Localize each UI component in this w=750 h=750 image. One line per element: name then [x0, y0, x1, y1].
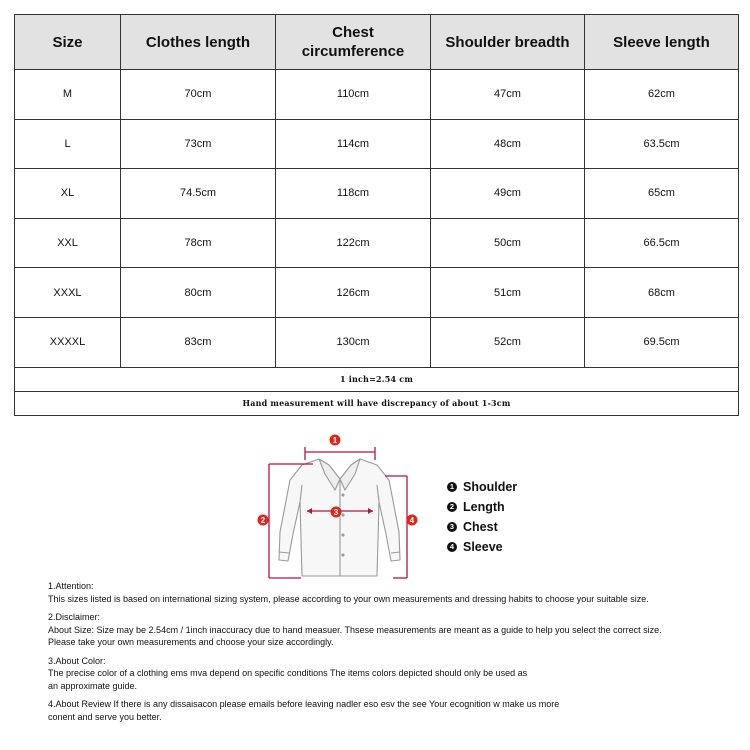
note-section: [48, 655, 738, 693]
note-text: an approximate guide.: [48, 680, 138, 691]
measurement-cell: 65cm: [585, 169, 739, 219]
measurement-cell: 130cm: [276, 317, 431, 367]
size-chart-header: [15, 15, 739, 70]
note-title: 1.Attention:: [48, 581, 94, 591]
measurement-cell: 63.5cm: [585, 119, 739, 169]
measurement-cell: 47cm: [431, 70, 585, 120]
measurement-cell: 122cm: [276, 218, 431, 268]
legend-label: Sleeve: [463, 540, 503, 554]
measurement-cell: 69.5cm: [585, 317, 739, 367]
size-cell: M: [15, 70, 121, 120]
measurement-cell: 126cm: [276, 268, 431, 318]
note-text: Please take your own measurements and choose your size accordingly.: [48, 637, 334, 647]
table-row: [15, 268, 739, 318]
measurement-cell: 48cm: [431, 119, 585, 169]
size-cell: XXL: [15, 218, 121, 268]
measurement-cell: 118cm: [276, 169, 431, 219]
size-chart-body: [15, 70, 739, 368]
note-section: [48, 611, 738, 649]
table-row: [15, 169, 739, 219]
note-section: [48, 580, 738, 605]
note-title: 4.About Review If there is any dissaisacon please emails before leaving nadler eso esv the see Your ecognition w make us more: [48, 699, 560, 709]
measurement-cell: 110cm: [276, 70, 431, 120]
column-header-text: Chest: [332, 24, 374, 41]
column-header: [121, 15, 276, 70]
legend-item: [447, 497, 517, 517]
note-text: The precise color of a clothing ems mva depend on specific conditions The items colors depicted should only be used as: [48, 668, 528, 678]
measurement-legend: [447, 477, 517, 557]
number-badge-icon: 3: [447, 522, 457, 532]
number-badge-icon: 1: [447, 482, 457, 492]
table-row: [15, 70, 739, 120]
measurement-cell: 51cm: [431, 268, 585, 318]
number-badge-icon: 4: [447, 542, 457, 552]
shirt-measurement-diagram: [255, 430, 425, 582]
measurement-cell: 50cm: [431, 218, 585, 268]
column-header: [15, 15, 121, 70]
marker-length: 2: [260, 516, 266, 525]
column-header-text: Shoulder breadth: [445, 33, 570, 51]
measurement-cell: 83cm: [121, 317, 276, 367]
size-cell: XXXXL: [15, 317, 121, 367]
column-header-text: circumference: [301, 43, 405, 60]
measurement-cell: 68cm: [585, 268, 739, 318]
measurement-discrepancy-note: Hand measurement will have discrepancy of about 1-3cm: [15, 391, 739, 415]
size-cell: XXXL: [15, 268, 121, 318]
measurement-cell: 73cm: [121, 119, 276, 169]
note-text: About Size: Size may be 2.54cm / 1inch inaccuracy due to hand measuer. Thsese measurements are meant as a guide to help you select the correct size.: [48, 624, 662, 635]
legend-label: Chest: [463, 520, 498, 534]
column-header-text: Sleeve length: [613, 33, 710, 51]
header-row: [15, 15, 739, 70]
shirt-illustration: [279, 459, 400, 576]
size-chart-table: [14, 14, 739, 416]
size-chart-footer: [15, 367, 739, 415]
legend-item: [447, 477, 517, 497]
legend-label: Length: [463, 500, 505, 514]
purchase-notes: [48, 580, 738, 729]
legend-label: Shoulder: [463, 480, 518, 494]
measurement-cell: 52cm: [431, 317, 585, 367]
measurement-cell: 70cm: [121, 70, 276, 120]
size-cell: XL: [15, 169, 121, 219]
column-header-text: Size: [52, 33, 83, 51]
column-header: [585, 15, 739, 70]
measurement-cell: 74.5cm: [121, 169, 276, 219]
measurement-cell: 80cm: [121, 268, 276, 318]
table-row: [15, 119, 739, 169]
number-badge-icon: 2: [447, 502, 457, 512]
table-row: [15, 317, 739, 367]
measurement-cell: 114cm: [276, 119, 431, 169]
note-section: [48, 698, 738, 723]
measurement-cell: 49cm: [431, 169, 585, 219]
note-text: conent and serve you better.: [48, 711, 162, 722]
legend-item: [447, 537, 517, 557]
measurement-cell: 62cm: [585, 70, 739, 120]
note-title: 2.Disclaimer:: [48, 612, 101, 622]
inch-conversion-note: 1 inch=2.54 cm: [15, 367, 739, 391]
table-row: [15, 218, 739, 268]
note-text: This sizes listed is based on international sizing system, please according to your own measurements and dressing habits to choose your suitable size.: [48, 593, 649, 604]
marker-shoulder: 1: [332, 436, 338, 445]
marker-chest: 3: [333, 508, 339, 517]
column-header-text: Clothes length: [145, 33, 251, 51]
marker-sleeve: 4: [409, 516, 415, 525]
note-title: 3.About Color:: [48, 655, 106, 666]
legend-item: [447, 517, 517, 537]
column-header: [431, 15, 585, 70]
size-cell: L: [15, 119, 121, 169]
measurement-cell: 78cm: [121, 218, 276, 268]
measurement-cell: 66.5cm: [585, 218, 739, 268]
column-header: [276, 15, 431, 70]
